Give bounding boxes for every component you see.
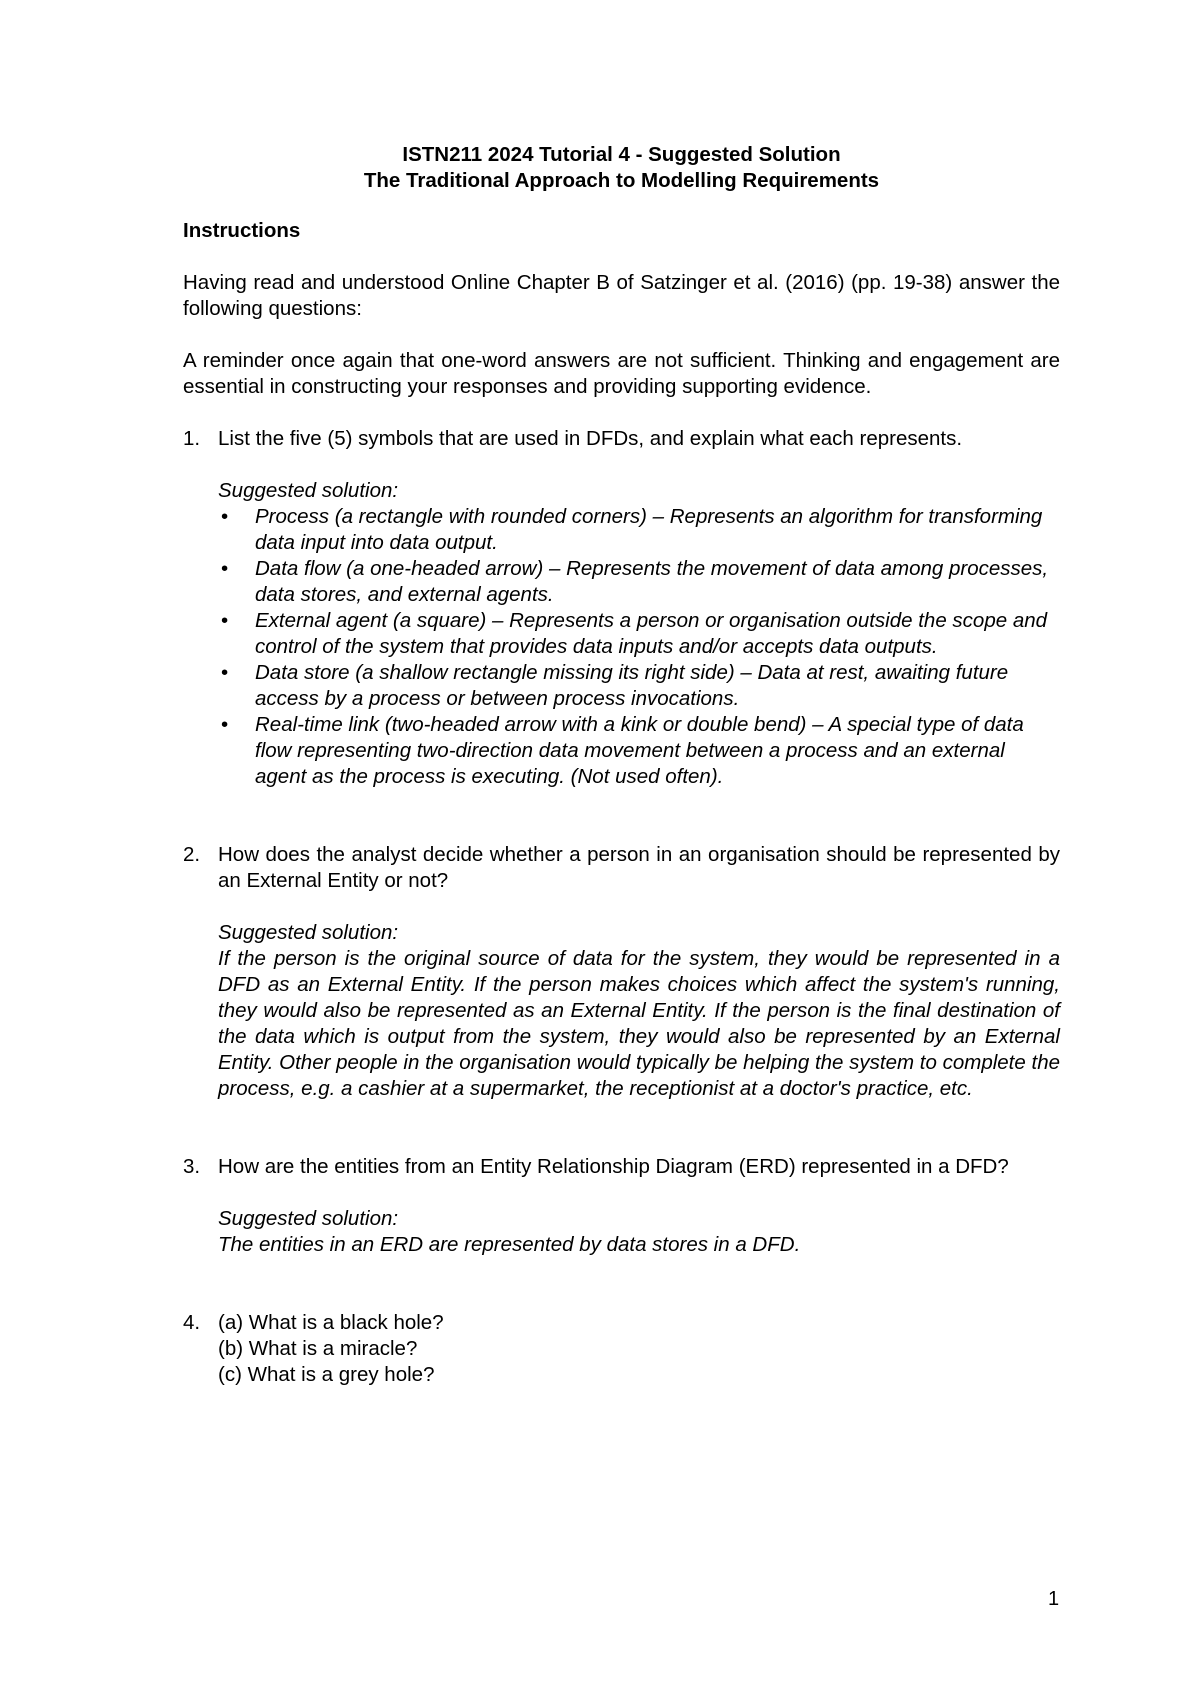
instructions-paragraph-2: A reminder once again that one-word answers are not sufficient. Thinking and engagement are essential in constructing your responses and providing supporting evidence. (183, 349, 1060, 398)
question-2 (183, 842, 1060, 1102)
question-part-c: (c) What is a grey hole? (218, 1363, 435, 1386)
symbol-list (218, 504, 1060, 790)
instructions-heading: Instructions (183, 219, 301, 242)
solution-label: Suggested solution: (218, 479, 399, 502)
solution-text: The entities in an ERD are represented by data stores in a DFD. (218, 1233, 801, 1256)
instructions-paragraph-1: Having read and understood Online Chapter B of Satzinger et al. (2016) (pp. 19-38) answer the following questions: (183, 271, 1060, 320)
question-number: 1. (183, 427, 201, 450)
bullet-icon: • (221, 505, 229, 528)
document-title: ISTN211 2024 Tutorial 4 - Suggested Solution (402, 143, 841, 166)
question-4 (183, 1310, 1060, 1388)
list-item: • Real-time link (two-headed arrow with a kink or double bend) – A special type of data flow representing two-direction data movement between a process and an external agent as the process is executing. (Not used often). (221, 713, 1024, 788)
solution-label: Suggested solution: (218, 921, 399, 944)
bullet-icon: • (221, 713, 229, 736)
question-3 (183, 1154, 1060, 1258)
bullet-icon: • (221, 609, 229, 632)
list-item: • External agent (a square) – Represents a person or organisation outside the scope and control of the system that provides data inputs and/or accepts data outputs. (221, 609, 1048, 658)
list-item: • Data store (a shallow rectangle missing its right side) – Data at rest, awaiting future access by a process or between process invocations. (221, 661, 1009, 710)
question-text: List the five (5) symbols that are used in DFDs, and explain what each represents. (218, 427, 963, 450)
question-number: 4. (183, 1311, 201, 1334)
list-item: • Process (a rectangle with rounded corners) – Represents an algorithm for transforming data input into data output. (221, 505, 1043, 554)
question-part-b: (b) What is a miracle? (218, 1337, 418, 1360)
question-text: How are the entities from an Entity Relationship Diagram (ERD) represented in a DFD? (218, 1155, 1009, 1178)
question-number: 2. (183, 843, 201, 866)
bullet-icon: • (221, 661, 229, 684)
question-part-a: (a) What is a black hole? (218, 1311, 444, 1334)
document-subtitle: The Traditional Approach to Modelling Requirements (363, 169, 880, 192)
solution-text: If the person is the original source of data for the system, they would be represented in a DFD as an External Entity. If the person makes choices which affect the system's running, they would also be represented as an External Entity. If the person is the final destination of the data which is output from the system, they would also be represented by an External Entity. Other people in the organisation would typically be helping the system to complete the process, e.g. a cashier at a supermarket, the receptionist at a doctor's practice, etc. (218, 947, 1060, 1100)
list-item: • Data flow (a one-headed arrow) – Represents the movement of data among processes, data stores, and external agents. (221, 557, 1049, 606)
solution-label: Suggested solution: (218, 1207, 399, 1230)
document-body (183, 142, 1060, 1388)
question-1 (183, 426, 1060, 790)
bullet-icon: • (221, 557, 229, 580)
question-number: 3. (183, 1155, 201, 1178)
question-text: How does the analyst decide whether a person in an organisation should be represented by an External Entity or not? (218, 843, 1060, 892)
page-number: 1 (1048, 1588, 1060, 1610)
